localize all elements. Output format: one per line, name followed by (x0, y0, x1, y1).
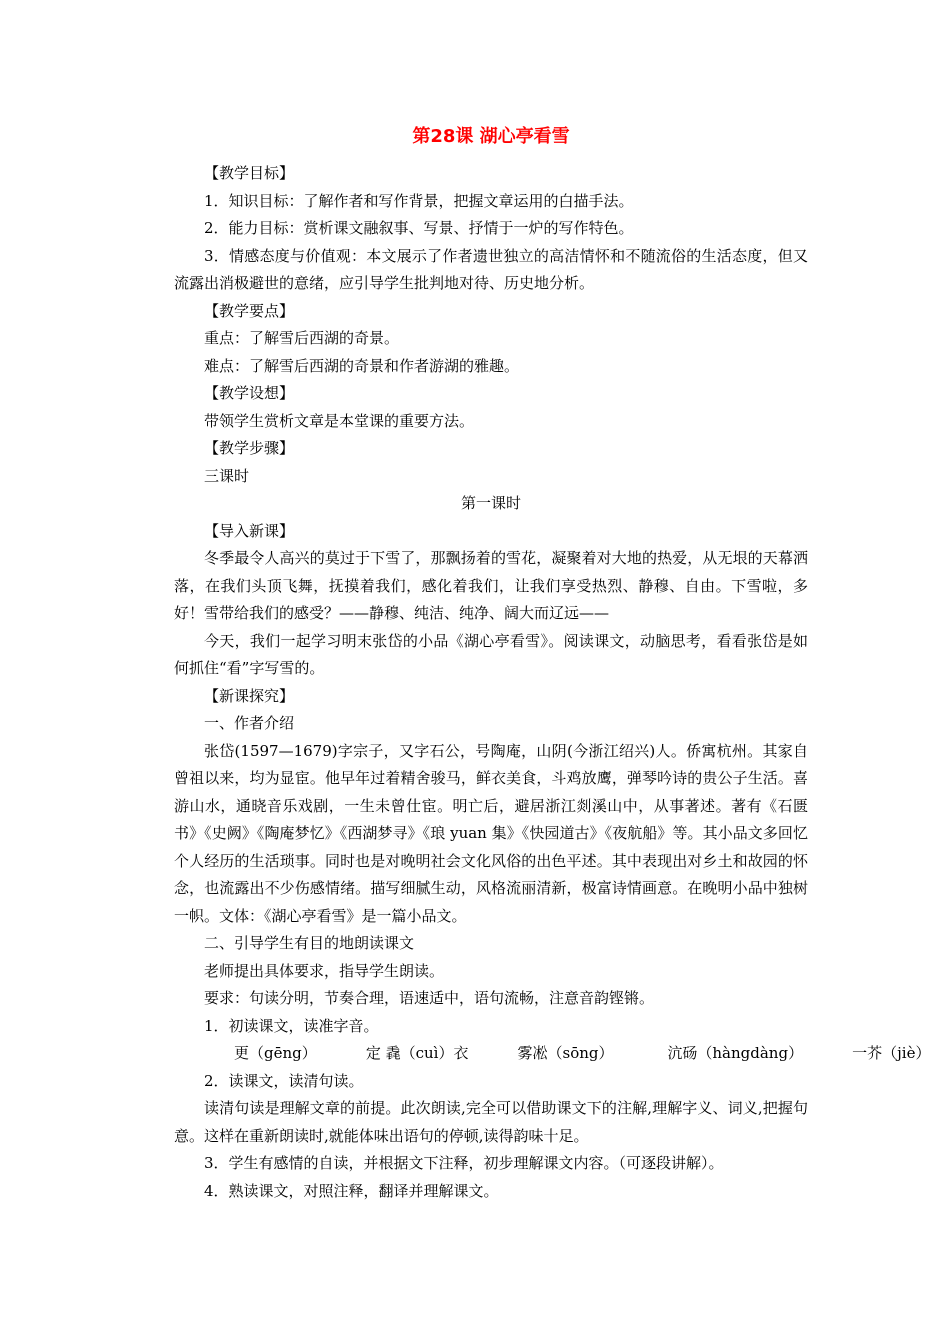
key-point: 重点：了解雪后西湖的奇景。 (204, 329, 400, 347)
read-step-2-text: 读清句读是理解文章的前提。此次朗读,完全可以借助课文下的注解,理解字义、词义,把握句意。这样在重新朗读时,就能体味出语句的停顿,读得韵味十足。 (174, 1099, 808, 1145)
read-step-1: 1．初读课文，读准字音。 (204, 1016, 379, 1035)
pinyin-item: 一芥（jiè） (852, 1044, 931, 1062)
read-require: 要求：句读分明，节奏合理，语速适中，语句流畅，注意音韵铿锵。 (204, 989, 655, 1007)
steps-heading: 【教学步骤】 (204, 439, 295, 457)
design-heading: 【教学设想】 (204, 384, 295, 402)
intro-paragraph-1: 冬季最令人高兴的莫过于下雪了，那飘扬着的雪花，凝聚着对大地的热爱，从无垠的天幕洒落，在我们头顶飞舞，抚摸着我们，感化着我们，让我们享受热烈、静穆、自由。下雪啦，多好！雪带给我们的感受？——静穆、纯洁、纯净、阔大而辽远—— (174, 549, 808, 622)
page-title: 第28课 湖心亭看雪 (412, 126, 570, 147)
author-text: 张岱(1597—1679)字宗子，又字石公，号陶庵，山阴(今浙江绍兴)人。侨寓杭州。其家自曾祖以来，均为显宦。他早年过着精舍骏马，鲜衣美食，斗鸡放鹰，弹琴吟诗的贵公子生活。喜游山水，通晓音乐戏剧，一生未曾仕宦。明亡后，避居浙江剡溪山中，从事著述。著有《石匮书》《史阙》《陶庵梦忆》《西湖梦寻》《琅 yuan 集》《快园道古》《夜航船》等。其小品文多回忆个人经历的生活琐事。同时也是对晚明社会文化风俗的出色平述。其中表现出对乡土和故园的怀念，也流露出不少伤感情绪。描写细腻生动，风格流丽清新，极富诗情画意。在晚明小品中独树一帜。文体：《湖心亭看雪》是一篇小品文。 (174, 741, 808, 925)
intro-paragraph-2: 今天，我们一起学习明末张岱的小品《湖心亭看雪》。阅读课文，动脑思考，看看张岱是如何抓住“看”字写雪的。 (174, 631, 808, 677)
author-heading: 一、作者介绍 (204, 714, 295, 732)
period-one-heading: 第一课时 (460, 494, 521, 512)
goal-1: 1．知识目标：了解作者和写作背景，把握文章运用的白描手法。 (204, 191, 634, 210)
read-step-4: 4．熟读课文，对照注释，翻译并理解课文。 (204, 1181, 499, 1200)
pinyin-item: 更（gēng） (234, 1044, 317, 1062)
design-text: 带领学生赏析文章是本堂课的重要方法。 (204, 411, 475, 430)
read-intro: 老师提出具体要求，指导学生朗读。 (204, 961, 445, 980)
document-body (174, 122, 931, 1205)
read-step-2: 2．读课文，读清句读。 (204, 1071, 364, 1090)
pinyin-item: 雾凇（sōng） (517, 1044, 614, 1062)
difficult-point: 难点：了解雪后西湖的奇景和作者游湖的雅趣。 (204, 356, 520, 375)
goal-2: 2．能力目标：赏析课文融叙事、写景、抒情于一炉的写作特色。 (204, 219, 634, 237)
read-heading: 二、引导学生有目的地朗读课文 (204, 934, 415, 952)
pinyin-item: 沆砀（hàngdàng） (667, 1044, 804, 1062)
pinyin-list (174, 1040, 931, 1068)
explore-heading: 【新课探究】 (204, 686, 295, 705)
intro-heading: 【导入新课】 (204, 521, 295, 540)
goal-heading: 【教学目标】 (204, 164, 295, 182)
pinyin-item: 定 毳（cuì）衣 (365, 1044, 469, 1062)
periods: 三课时 (204, 466, 250, 485)
key-heading: 【教学要点】 (204, 301, 295, 320)
goal-3: 3．情感态度与价值观：本文展示了作者遗世独立的高洁情怀和不随流俗的生活态度，但又流露出消极避世的意绪，应引导学生批判地对待、历史地分析。 (174, 246, 808, 292)
read-step-3: 3．学生有感情的自读，并根据文下注释，初步理解课文内容。（可逐段讲解）。 (204, 1154, 724, 1172)
